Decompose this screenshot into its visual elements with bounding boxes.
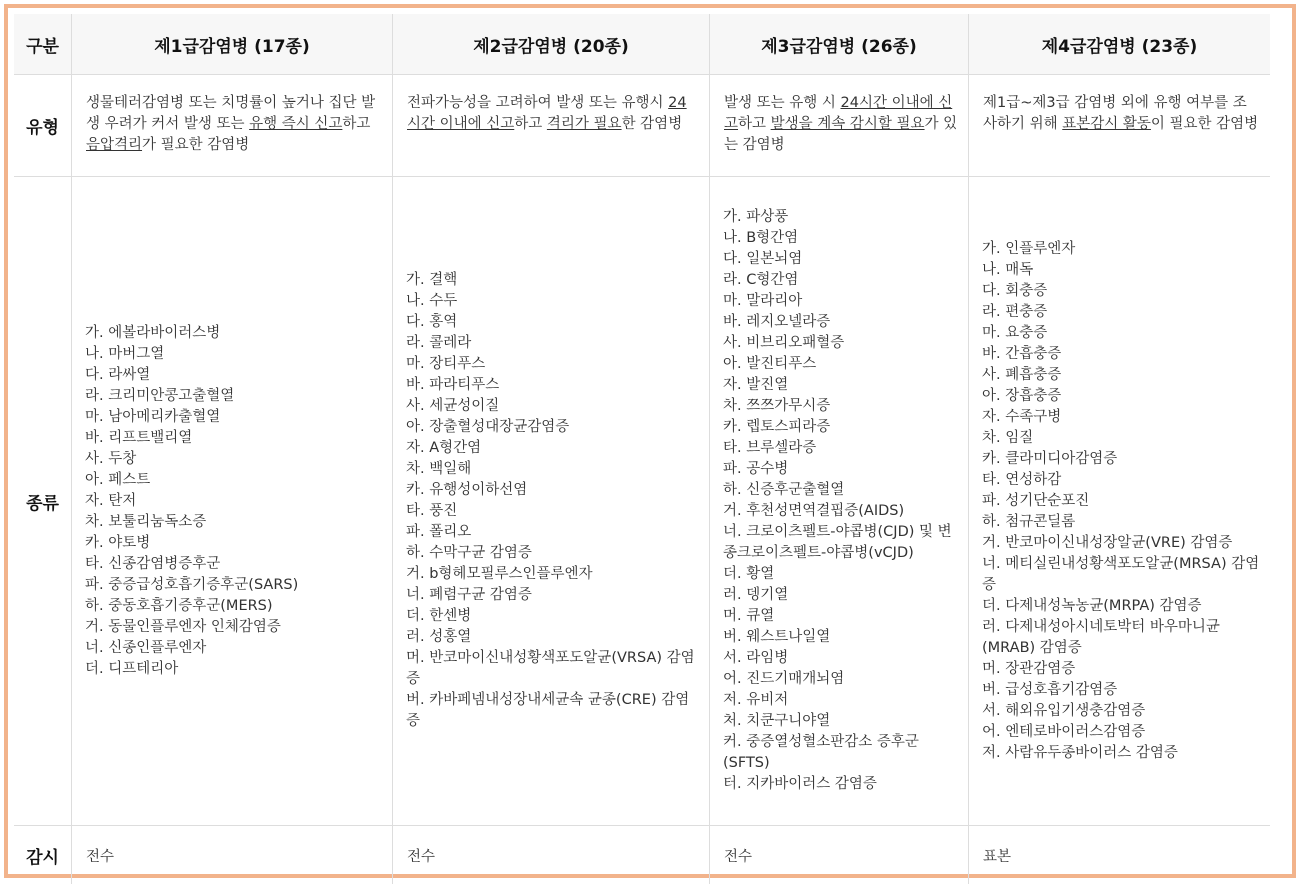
disease-item: 사. 폐흡충증 — [982, 366, 1062, 383]
disease-item: 마. 남아메리카출혈열 — [85, 408, 221, 425]
surveillance-row — [14, 826, 1270, 884]
disease-item: 러. 뎅기열 — [723, 587, 789, 603]
disease-item: 버. 급성호흡기감염증 — [982, 681, 1118, 698]
disease-item: 바. 간흡충증 — [982, 345, 1062, 362]
disease-item: 자. A형간염 — [406, 440, 482, 456]
kinds-grade1 — [72, 177, 393, 825]
disease-item: 더. 디프테리아 — [85, 660, 179, 677]
text-segment: 전파가능성을 고려하여 발생 또는 유행시 — [407, 95, 669, 111]
disease-item: 다. 홍역 — [406, 314, 458, 330]
disease-item: 다. 회충증 — [982, 282, 1048, 299]
disease-item: 아. 페스트 — [85, 471, 151, 488]
disease-item: 차. 쯔쯔가무시증 — [723, 398, 831, 414]
disease-item: 러. 성홍열 — [406, 629, 472, 645]
disease-item: 거. 후천성면역결핍증(AIDS) — [723, 503, 905, 519]
disease-item: 라. C형간염 — [723, 272, 799, 288]
disease-item: 카. 렙토스피라증 — [723, 419, 831, 435]
disease-item: 더. 다제내성녹농균(MRPA) 감염증 — [982, 597, 1202, 614]
disease-item: 서. 해외유입기생충감염증 — [982, 702, 1146, 719]
disease-item: 사. 두창 — [85, 450, 137, 467]
disease-item: 라. 크리미안콩고출혈열 — [85, 387, 235, 404]
disease-item: 너. 메티실린내성황색포도알균(MRSA) 감염증 — [982, 555, 1260, 593]
text-segment: 하고 — [738, 116, 771, 132]
disease-item: 파. 중증급성호흡기증후군(SARS) — [85, 576, 299, 593]
disease-item: 러. 다제내성아시네토박터 바우마니균(MRAB) 감염증 — [982, 618, 1220, 656]
disease-item: 바. 파라티푸스 — [406, 377, 500, 393]
disease-item: 라. 편충증 — [982, 303, 1048, 320]
disease-item: 나. 수두 — [406, 293, 458, 309]
type-row — [14, 75, 1270, 177]
disease-item: 아. 장흡충증 — [982, 387, 1062, 404]
underlined-phrase: 유행 즉시 신고 — [249, 116, 343, 132]
text-segment: 가 필요한 감염병 — [142, 137, 250, 153]
type-grade3 — [710, 75, 969, 176]
surveillance-grade1: 전수 — [72, 826, 393, 884]
disease-item: 아. 발진티푸스 — [723, 356, 817, 372]
disease-item: 차. 보툴리눔독소증 — [85, 513, 207, 530]
disease-item: 차. 백일해 — [406, 461, 472, 477]
type-grade4 — [969, 75, 1270, 176]
disease-item: 타. 연성하감 — [982, 471, 1062, 488]
disease-item: 거. b형헤모필루스인플루엔자 — [406, 566, 593, 582]
disease-item: 사. 세균성이질 — [406, 398, 500, 414]
disease-item: 나. B형간염 — [723, 230, 799, 246]
disease-item: 다. 일본뇌염 — [723, 251, 803, 267]
disease-item: 버. 웨스트나일열 — [723, 629, 831, 645]
disease-item: 카. 클라미디아감염증 — [982, 450, 1118, 467]
underlined-phrase: 표본감시 활동 — [1062, 116, 1151, 132]
type-grade1 — [72, 75, 393, 176]
disease-item: 버. 카바페넴내성장내세균속 균종(CRE) 감염증 — [406, 692, 690, 729]
header-grade4: 제4급감염병 (23종) — [969, 14, 1270, 74]
header-row — [14, 14, 1270, 75]
disease-item: 너. 신종인플루엔자 — [85, 639, 207, 656]
disease-item: 파. 공수병 — [723, 461, 789, 477]
disease-item: 차. 임질 — [982, 429, 1034, 446]
disease-item: 커. 중증열성혈소판감소 증후군(SFTS) — [723, 734, 919, 771]
text-segment: 한 감염병 — [621, 116, 683, 132]
disease-item: 머. 장관감염증 — [982, 660, 1076, 677]
disease-item: 아. 장출혈성대장균감염증 — [406, 419, 570, 435]
disease-item: 하. 수막구균 감염증 — [406, 545, 532, 561]
disease-item: 터. 지카바이러스 감염증 — [723, 776, 877, 792]
disease-item: 하. 신증후군출혈열 — [723, 482, 845, 498]
disease-item: 더. 한센병 — [406, 608, 472, 624]
disease-item: 가. 인플루엔자 — [982, 240, 1076, 257]
disease-item: 저. 사람유두종바이러스 감염증 — [982, 744, 1178, 761]
table-frame — [4, 4, 1296, 878]
disease-item: 서. 라임병 — [723, 650, 789, 666]
text-segment: 제1급~제3급 감염병 외에 유행 여부를 조사하기 위해 — [983, 95, 1247, 132]
header-grade2: 제2급감염병 (20종) — [393, 14, 710, 74]
disease-item: 거. 반코마이신내성장알균(VRE) 감염증 — [982, 534, 1233, 551]
disease-item: 타. 신종감염병증후군 — [85, 555, 221, 572]
disease-item: 하. 중동호흡기증후군(MERS) — [85, 597, 273, 614]
disease-item: 라. 콜레라 — [406, 335, 472, 351]
disease-item: 파. 폴리오 — [406, 524, 472, 540]
surveillance-grade3: 전수 — [710, 826, 969, 884]
text-segment: 하고 — [342, 116, 371, 132]
disease-item: 사. 비브리오패혈증 — [723, 335, 845, 351]
disease-item: 너. 크로이츠펠트-야콥병(CJD) 및 변종크로이츠펠트-야콥병(vCJD) — [723, 524, 952, 561]
header-category-label: 구분 — [14, 14, 72, 74]
kinds-grade3 — [710, 177, 969, 825]
disease-item: 가. 파상풍 — [723, 209, 789, 225]
disease-item: 카. 야토병 — [85, 534, 151, 551]
disease-item: 바. 리프트밸리열 — [85, 429, 193, 446]
disease-item: 머. 반코마이신내성황색포도알균(VRSA) 감염증 — [406, 650, 695, 687]
disease-item: 더. 황열 — [723, 566, 775, 582]
infectious-disease-table — [14, 14, 1270, 884]
kinds-grade4 — [969, 177, 1270, 825]
disease-item: 파. 성기단순포진 — [982, 492, 1090, 509]
surveillance-row-label: 감시 — [14, 826, 72, 884]
disease-item: 처. 치쿤구니야열 — [723, 713, 831, 729]
disease-item: 거. 동물인플루엔자 인체감염증 — [85, 618, 281, 635]
text-segment: 이 필요한 감염병 — [1150, 116, 1259, 132]
disease-item: 타. 풍진 — [406, 503, 458, 519]
disease-item: 바. 레지오넬라증 — [723, 314, 831, 330]
disease-item: 가. 결핵 — [406, 272, 458, 288]
header-grade3: 제3급감염병 (26종) — [710, 14, 969, 74]
kinds-row — [14, 177, 1270, 826]
header-grade1: 제1급감염병 (17종) — [72, 14, 393, 74]
disease-item: 카. 유행성이하선염 — [406, 482, 528, 498]
disease-item: 너. 폐렴구균 감염증 — [406, 587, 532, 603]
disease-item: 나. 매독 — [982, 261, 1034, 278]
disease-item: 하. 첨규콘딜롬 — [982, 513, 1076, 530]
disease-item: 자. 수족구병 — [982, 408, 1062, 425]
text-segment: 발생 또는 유행 시 — [724, 95, 841, 111]
disease-item: 나. 마버그열 — [85, 345, 165, 362]
underlined-phrase: 격리가 필요 — [546, 116, 622, 132]
disease-item: 마. 요충증 — [982, 324, 1048, 341]
disease-item: 저. 유비저 — [723, 692, 789, 708]
disease-item: 자. 발진열 — [723, 377, 789, 393]
underlined-phrase: 24시간 이내에 신고 — [724, 95, 953, 132]
disease-item: 어. 엔테로바이러스감염증 — [982, 723, 1146, 740]
underlined-phrase: 음압격리 — [86, 137, 143, 153]
underlined-phrase: 발생을 계속 감시할 필요 — [770, 116, 925, 132]
kinds-grade2 — [393, 177, 710, 825]
text-segment: 하고 — [514, 116, 547, 132]
surveillance-grade2: 전수 — [393, 826, 710, 884]
disease-item: 다. 라싸열 — [85, 366, 151, 383]
disease-item: 마. 말라리아 — [723, 293, 803, 309]
type-row-label: 유형 — [14, 75, 72, 176]
text-segment: 가 있는 감염병 — [724, 116, 958, 153]
type-grade2 — [393, 75, 710, 176]
kinds-row-label: 종류 — [14, 177, 72, 825]
disease-item: 타. 브루셀라증 — [723, 440, 817, 456]
disease-item: 마. 장티푸스 — [406, 356, 486, 372]
disease-item: 어. 진드기매개뇌염 — [723, 671, 845, 687]
underlined-phrase: 24시간 이내에 신고 — [407, 95, 687, 132]
disease-item: 자. 탄저 — [85, 492, 137, 509]
disease-item: 머. 큐열 — [723, 608, 775, 624]
surveillance-grade4: 표본 — [983, 848, 1012, 865]
text-segment: 생물테러감염병 또는 치명률이 높거나 집단 발생 우려가 커서 발생 또는 — [86, 95, 376, 132]
disease-item: 가. 에볼라바이러스병 — [85, 324, 221, 341]
